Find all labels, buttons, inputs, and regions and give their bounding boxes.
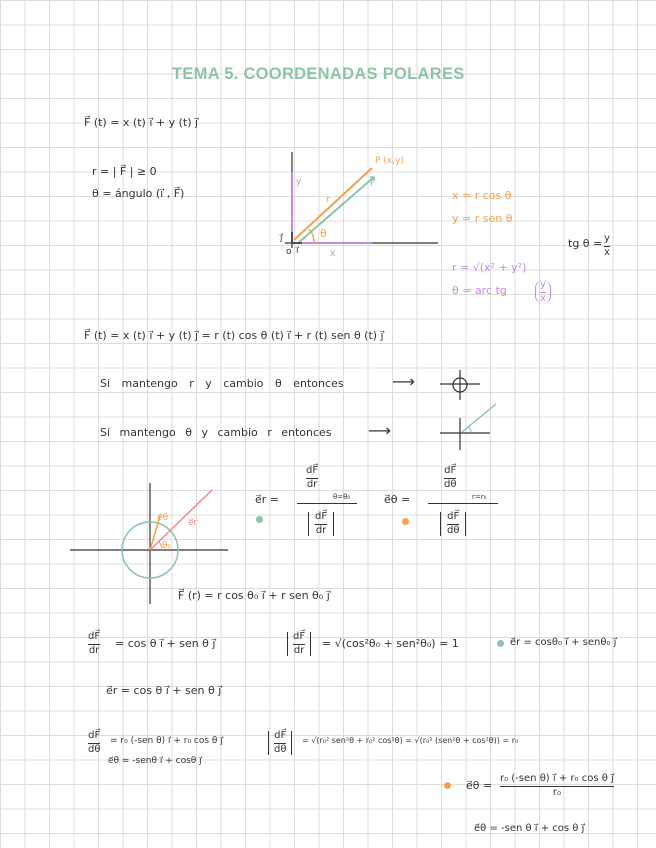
point-label: P (x,y)	[375, 156, 404, 166]
er-den-dr: dr	[315, 524, 327, 536]
x-relation: x = r cos θ	[452, 189, 512, 202]
dFdtheta-den: dθ	[88, 743, 101, 755]
er-num-dr: dr	[306, 478, 318, 490]
theta-definition: θ = ángulo (i⃗ , F⃗)	[92, 187, 185, 200]
er-denominator-frac	[308, 512, 334, 536]
mod-dFdr-den: dr	[293, 644, 305, 656]
tg-denominator: x	[604, 246, 610, 258]
dFdr-num: dF⃗	[88, 631, 101, 642]
etheta-formula-left: e⃗θ =	[384, 493, 411, 506]
er-diagram-label: e⃗r	[188, 518, 198, 528]
r-relation: r = √(x² + y²)	[452, 261, 527, 274]
dFdtheta-num: dF⃗	[88, 730, 101, 741]
r-definition: r = | F⃗ | ≥ 0	[92, 165, 157, 178]
etheta-frac-left: e⃗θ =	[466, 779, 493, 792]
case-1-text: Si mantengo r y cambio θ entonces	[100, 377, 344, 390]
er-formula-left: e⃗r =	[255, 493, 280, 506]
etheta-num-dtheta: dθ	[444, 478, 457, 490]
vector-function-polar-line: F⃗ (t) = x (t) i⃗ + y (t) j⃗ = r (t) cos θ (t) i⃗ + r (t) sen θ (t) j⃗	[84, 329, 384, 342]
theta-relation: θ = arc tg	[452, 284, 507, 297]
theta-numerator: y	[540, 279, 546, 290]
etheta-numerator-frac	[444, 466, 456, 490]
er-den-dF: dF⃗	[315, 511, 328, 522]
mod-dFdtheta-den: dθ	[274, 743, 287, 755]
theta0-label: θ₀	[162, 541, 172, 551]
tg-numerator: y	[604, 233, 610, 244]
etheta-final-num: r₀ (-sen θ) i⃗ + r₀ cos θ j⃗	[500, 773, 614, 784]
er-general: e⃗r = cos θ i⃗ + sen θ j⃗	[106, 684, 222, 697]
etheta-final-dot	[444, 782, 451, 789]
etheta-den-dtheta: dθ	[447, 524, 460, 536]
er-main-bar	[297, 503, 357, 504]
etheta-marker-dot	[402, 518, 409, 525]
origin-label: o	[286, 247, 292, 257]
mod-dFdr-rhs: = √(cos²θ₀ + sen²θ₀) = 1	[322, 637, 459, 650]
mod-dFdr-fraction	[287, 632, 311, 656]
j-label: j⃗	[280, 233, 283, 243]
tg-relation: tg θ =	[568, 237, 603, 250]
page-title: TEMA 5. COORDENADAS POLARES	[172, 65, 465, 83]
theta-denominator: x	[540, 292, 546, 304]
dFdr-rhs: = cos θ i⃗ + sen θ j⃗	[115, 637, 216, 650]
vector-function-line: F⃗ (t) = x (t) i⃗ + y (t) j⃗	[84, 116, 199, 129]
er-result-dot	[497, 640, 504, 647]
y-axis-label: y	[296, 177, 302, 187]
dFdr-den: dr	[88, 644, 100, 656]
case-1-arrow: ⟶	[392, 372, 415, 391]
etheta-num-sub: r=r₀	[472, 493, 487, 501]
r-label: r	[326, 195, 330, 205]
etheta-diagram-label: e⃗θ	[157, 513, 169, 523]
etheta-final: e⃗θ = -sen θ i⃗ + cos θ j⃗	[474, 823, 585, 834]
er-marker-dot	[256, 516, 263, 523]
F-of-r-line: F⃗ (r) = r cos θ₀ i⃗ + r sen θ₀ j⃗	[178, 589, 330, 602]
etheta-final-fraction	[500, 774, 614, 798]
etheta-denominator-frac	[440, 512, 466, 536]
dFdtheta-fraction	[88, 731, 100, 755]
F-vector-label: F⃗	[370, 179, 376, 189]
mod-dFdtheta-fraction	[268, 731, 292, 755]
i-label: i⃗	[296, 246, 299, 256]
x-axis-label: x	[330, 249, 336, 259]
mod-dFdtheta-rhs: = √(r₀² sen²θ + r₀² cos²θ) = √(r₀² (sen²θ + cos²θ)) = r₀	[302, 736, 519, 745]
dFdtheta-rhs: = r₀ (-sen θ) i⃗ + r₀ cos θ j⃗	[110, 736, 223, 746]
theta-label: θ	[320, 227, 327, 240]
etheta-den-dF: dF⃗	[447, 511, 460, 522]
case-2-text: Si mantengo θ y cambio r entonces	[100, 426, 332, 439]
etheta-num-dF: dF⃗	[444, 465, 457, 476]
er-result: e⃗r = cosθ₀ i⃗ + senθ₀ j⃗	[510, 637, 617, 648]
er-numerator-frac	[306, 466, 318, 490]
er-num-sub: θ=θ₀	[333, 493, 351, 501]
y-relation: y = r sen θ	[452, 212, 513, 225]
case-2-arrow: ⟶	[368, 421, 391, 440]
mod-dFdtheta-num: dF⃗	[274, 730, 287, 741]
mod-dFdr-num: dF⃗	[293, 631, 306, 642]
dFdr-fraction	[88, 632, 100, 656]
etheta-final-den: r₀	[552, 786, 561, 798]
etheta-main-bar	[428, 503, 498, 504]
er-num-dF: dF⃗	[306, 465, 319, 476]
etheta-short: e⃗θ = -senθ i⃗ + cosθ j⃗	[108, 756, 202, 766]
